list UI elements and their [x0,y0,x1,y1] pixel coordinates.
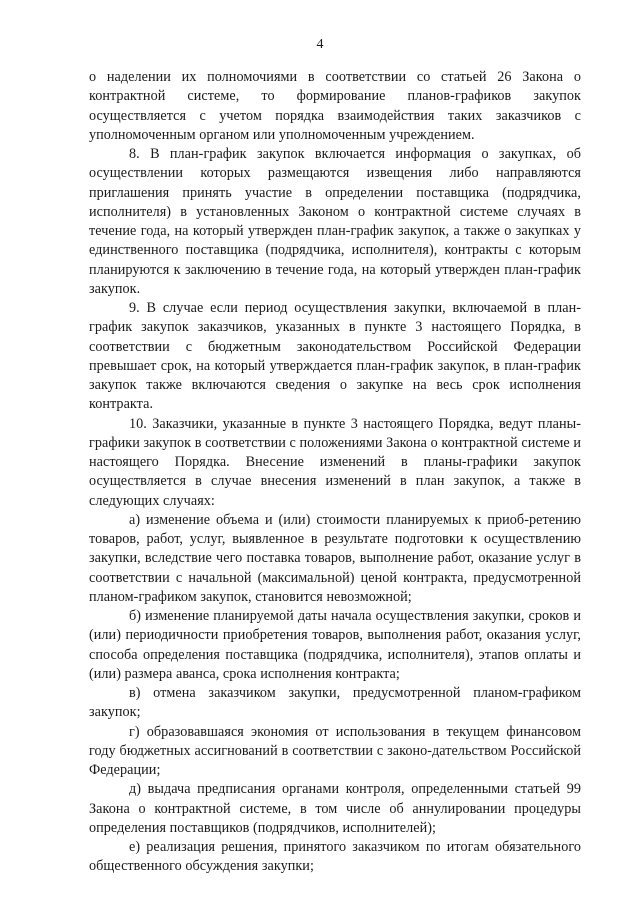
paragraph-item-9: 9. В случае если период осуществления закупки, включаемой в план-график закупок заказчиков, указанных в пункте 3 настоящего Порядка, в соответствии с бюджетным законодательством Российской Федерации превышает срок, на который утверждается план-график закупок, в план-график закупок также включаются сведения о закупке на весь срок исполнения контракта. [89,300,581,413]
subitem-a: а) изменение объема и (или) стоимости планируемых к приоб-ретению товаров, работ, услуг, выявленное в результате подготовки к осуществлению закупки, вследствие чего поставка товаров, выполнение работ, оказание услуг в соответствии с начальной (максимальной) ценой контракта, предусмотренной планом-графиком закупок, становится невозможной; [89,511,581,605]
subitem-e: е) реализация решения, принятого заказчиком по итогам обязательного общественного обсуждения закупки; [89,839,581,875]
subitem-g: г) образовавшаяся экономия от использования в текущем финансовом году бюджетных ассигнований в соответствии с законо-дательством Российской Федерации; [89,723,581,778]
paragraph-item-10: 10. Заказчики, указанные в пункте 3 настоящего Порядка, ведут планы-графики закупок в соответствии с положениями Закона о контрактной системе и настоящего Порядка. Внесение изменений в планы-графики закупок осуществляется в случае внесения изменений в план закупок, а также в следующих случаях: [89,415,581,509]
subitem-b: б) изменение планируемой даты начала осуществления закупки, сроков и (или) периодичности приобретения товаров, выполнения работ, оказания услуг, способа определения поставщика (подрядчика, исполнителя), этапов оплаты и (или) размера аванса, срока исполнения контракта; [89,608,581,682]
paragraph-continuation: о наделении их полномочиями в соответствии со статьей 26 Закона о контрактной системе, то формирование планов-графиков закупок осуществляется с учетом порядка взаимодействия таких заказчиков с уполномоченным органом или уполномоченным учреждением. [89,69,581,143]
page-number: 4 [316,37,324,52]
subitem-v: в) отмена заказчиком закупки, предусмотренной планом-графиком закупок; [89,685,581,721]
document-body [89,68,581,877]
paragraph-item-8: 8. В план-график закупок включается информация о закупках, об осуществлении которых размещаются извещения либо направляются приглашения принять участие в определении поставщика (подрядчика, исполнителя) в установленных Законом о контрактной системе случаях в течение года, на который утвержден план-график закупок, а также о закупках у единственного поставщика (подрядчика, исполнителя), контракты с которым планируются к заключению в течение года, на который утвержден план-график закупок. [89,146,581,297]
subitem-d: д) выдача предписания органами контроля, определенными статьей 99 Закона о контрактной системе, в том числе об аннулировании процедуры определения поставщиков (подрядчиков, исполнителей); [89,781,581,836]
